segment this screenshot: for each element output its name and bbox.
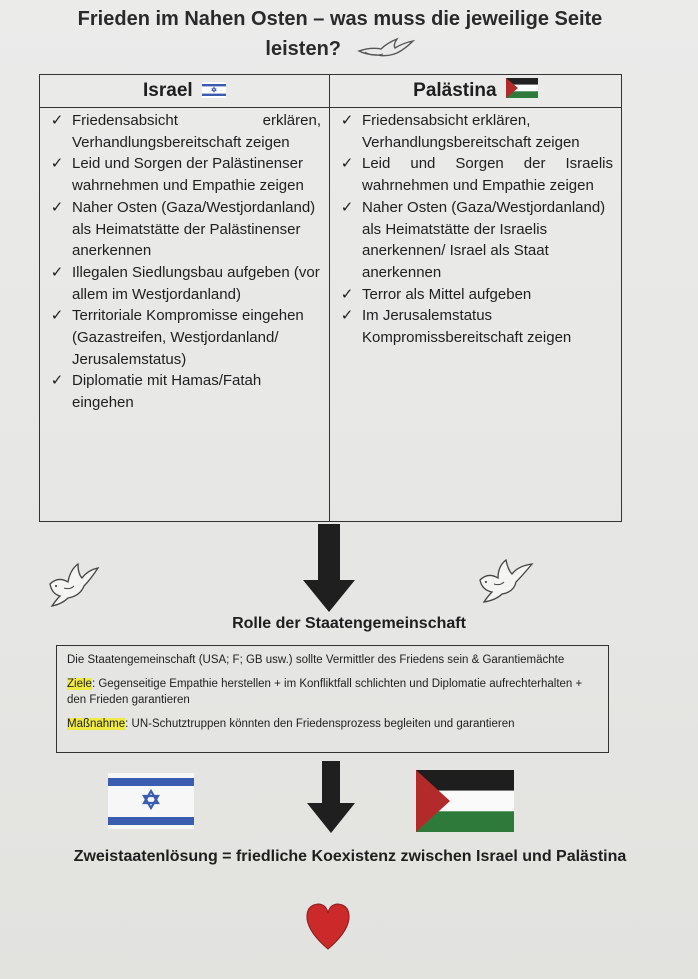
list-item	[46, 262, 321, 305]
list-item-text: Friedensabsicht erklären, Verhandlungsbereitschaft zeigen	[72, 112, 321, 151]
list-item	[46, 153, 321, 196]
list-item	[46, 197, 321, 262]
dove-icon	[476, 558, 534, 604]
dove-icon	[357, 35, 415, 61]
list-item-text: Friedensabsicht erklären, Verhandlungsbereitschaft zeigen	[362, 112, 580, 151]
community-goals	[67, 676, 598, 708]
community-infobox	[56, 645, 609, 753]
list-item	[336, 197, 613, 284]
measure-label: Maßnahme	[67, 718, 126, 730]
list-item	[336, 284, 613, 306]
checkmark-icon: ✓	[50, 263, 64, 281]
list-item	[46, 305, 321, 370]
list-item-text: Territoriale Kompromisse eingehen (Gazastreifen, Westjordanland/ Jerusalemstatus)	[72, 307, 304, 368]
list-item-text: Naher Osten (Gaza/Westjordanland) als Heimatstätte der Israelis anerkennen/ Israel als Staat anerkennen	[362, 198, 606, 281]
goals-text: : Gegenseitige Empathie herstellen + im Konfliktfall schlichten und Diplomatie aufrechterhalten + den Frieden garantieren	[67, 678, 583, 706]
israel-heading: Israel	[143, 80, 193, 101]
list-item	[46, 110, 321, 153]
checkmark-icon: ✓	[50, 307, 64, 325]
checkmark-icon: ✓	[340, 155, 354, 173]
palestine-heading: Palästina	[413, 80, 497, 101]
comparison-table	[39, 74, 622, 522]
list-item	[336, 110, 613, 153]
list-item-text: Im Jerusalemstatus Kompromissbereitschaft zeigen	[362, 307, 572, 347]
down-arrow-icon	[303, 524, 355, 612]
community-heading: Rolle der Staatengemeinschaft	[232, 615, 466, 632]
dove-icon	[44, 560, 100, 610]
checkmark-icon: ✓	[340, 307, 354, 325]
israel-flag-icon	[202, 82, 226, 98]
palestine-flag-icon	[506, 78, 538, 98]
list-item-text: Leid und Sorgen der Palästinenser wahrnehmen und Empathie zeigen	[72, 155, 304, 195]
checkmark-icon: ✓	[340, 198, 354, 216]
list-item-text: Diplomatie mit Hamas/Fatah eingehen	[72, 372, 262, 412]
list-item	[46, 370, 321, 413]
community-measure	[67, 716, 598, 732]
list-item-text: Leid und Sorgen der Israelis wahrnehmen und Empathie zeigen	[362, 155, 613, 195]
checkmark-icon: ✓	[340, 285, 354, 303]
checkmark-icon: ✓	[50, 112, 64, 129]
palestine-column-header	[330, 75, 622, 108]
checkmark-icon: ✓	[340, 112, 354, 129]
heart-icon	[305, 901, 351, 951]
list-item	[336, 153, 613, 196]
list-item-text: Illegalen Siedlungsbau aufgeben (vor allem im Westjordanland)	[72, 263, 320, 303]
israel-column	[40, 108, 330, 522]
down-arrow-icon	[307, 761, 355, 833]
conclusion-text: Zweistaatenlösung = friedliche Koexistenz zwischen Israel und Palästina	[73, 848, 627, 865]
page-title-text: Frieden im Nahen Osten – was muss die jeweilige Seite leisten?	[77, 8, 603, 60]
list-item	[336, 305, 613, 348]
checkmark-icon: ✓	[50, 198, 64, 216]
measure-text: : UN-Schutztruppen könnten den Friedensprozess begleiten und garantieren	[125, 718, 515, 730]
list-item-text: Terror als Mittel aufgeben	[362, 285, 532, 303]
checkmark-icon: ✓	[50, 372, 64, 390]
list-item-text: Naher Osten (Gaza/Westjordanland) als Heimatstätte der Palästinenser anerkennen	[72, 198, 316, 260]
israel-column-header	[40, 75, 330, 108]
page-title	[40, 4, 640, 64]
checkmark-icon: ✓	[50, 155, 64, 173]
palestine-column	[330, 108, 622, 522]
community-intro: Die Staatengemeinschaft (USA; F; GB usw.) sollte Vermittler des Friedens sein & Garantiemächte	[67, 654, 565, 666]
israel-flag-icon	[108, 773, 194, 829]
goals-label: Ziele	[67, 678, 92, 690]
palestine-flag-icon	[416, 770, 514, 832]
